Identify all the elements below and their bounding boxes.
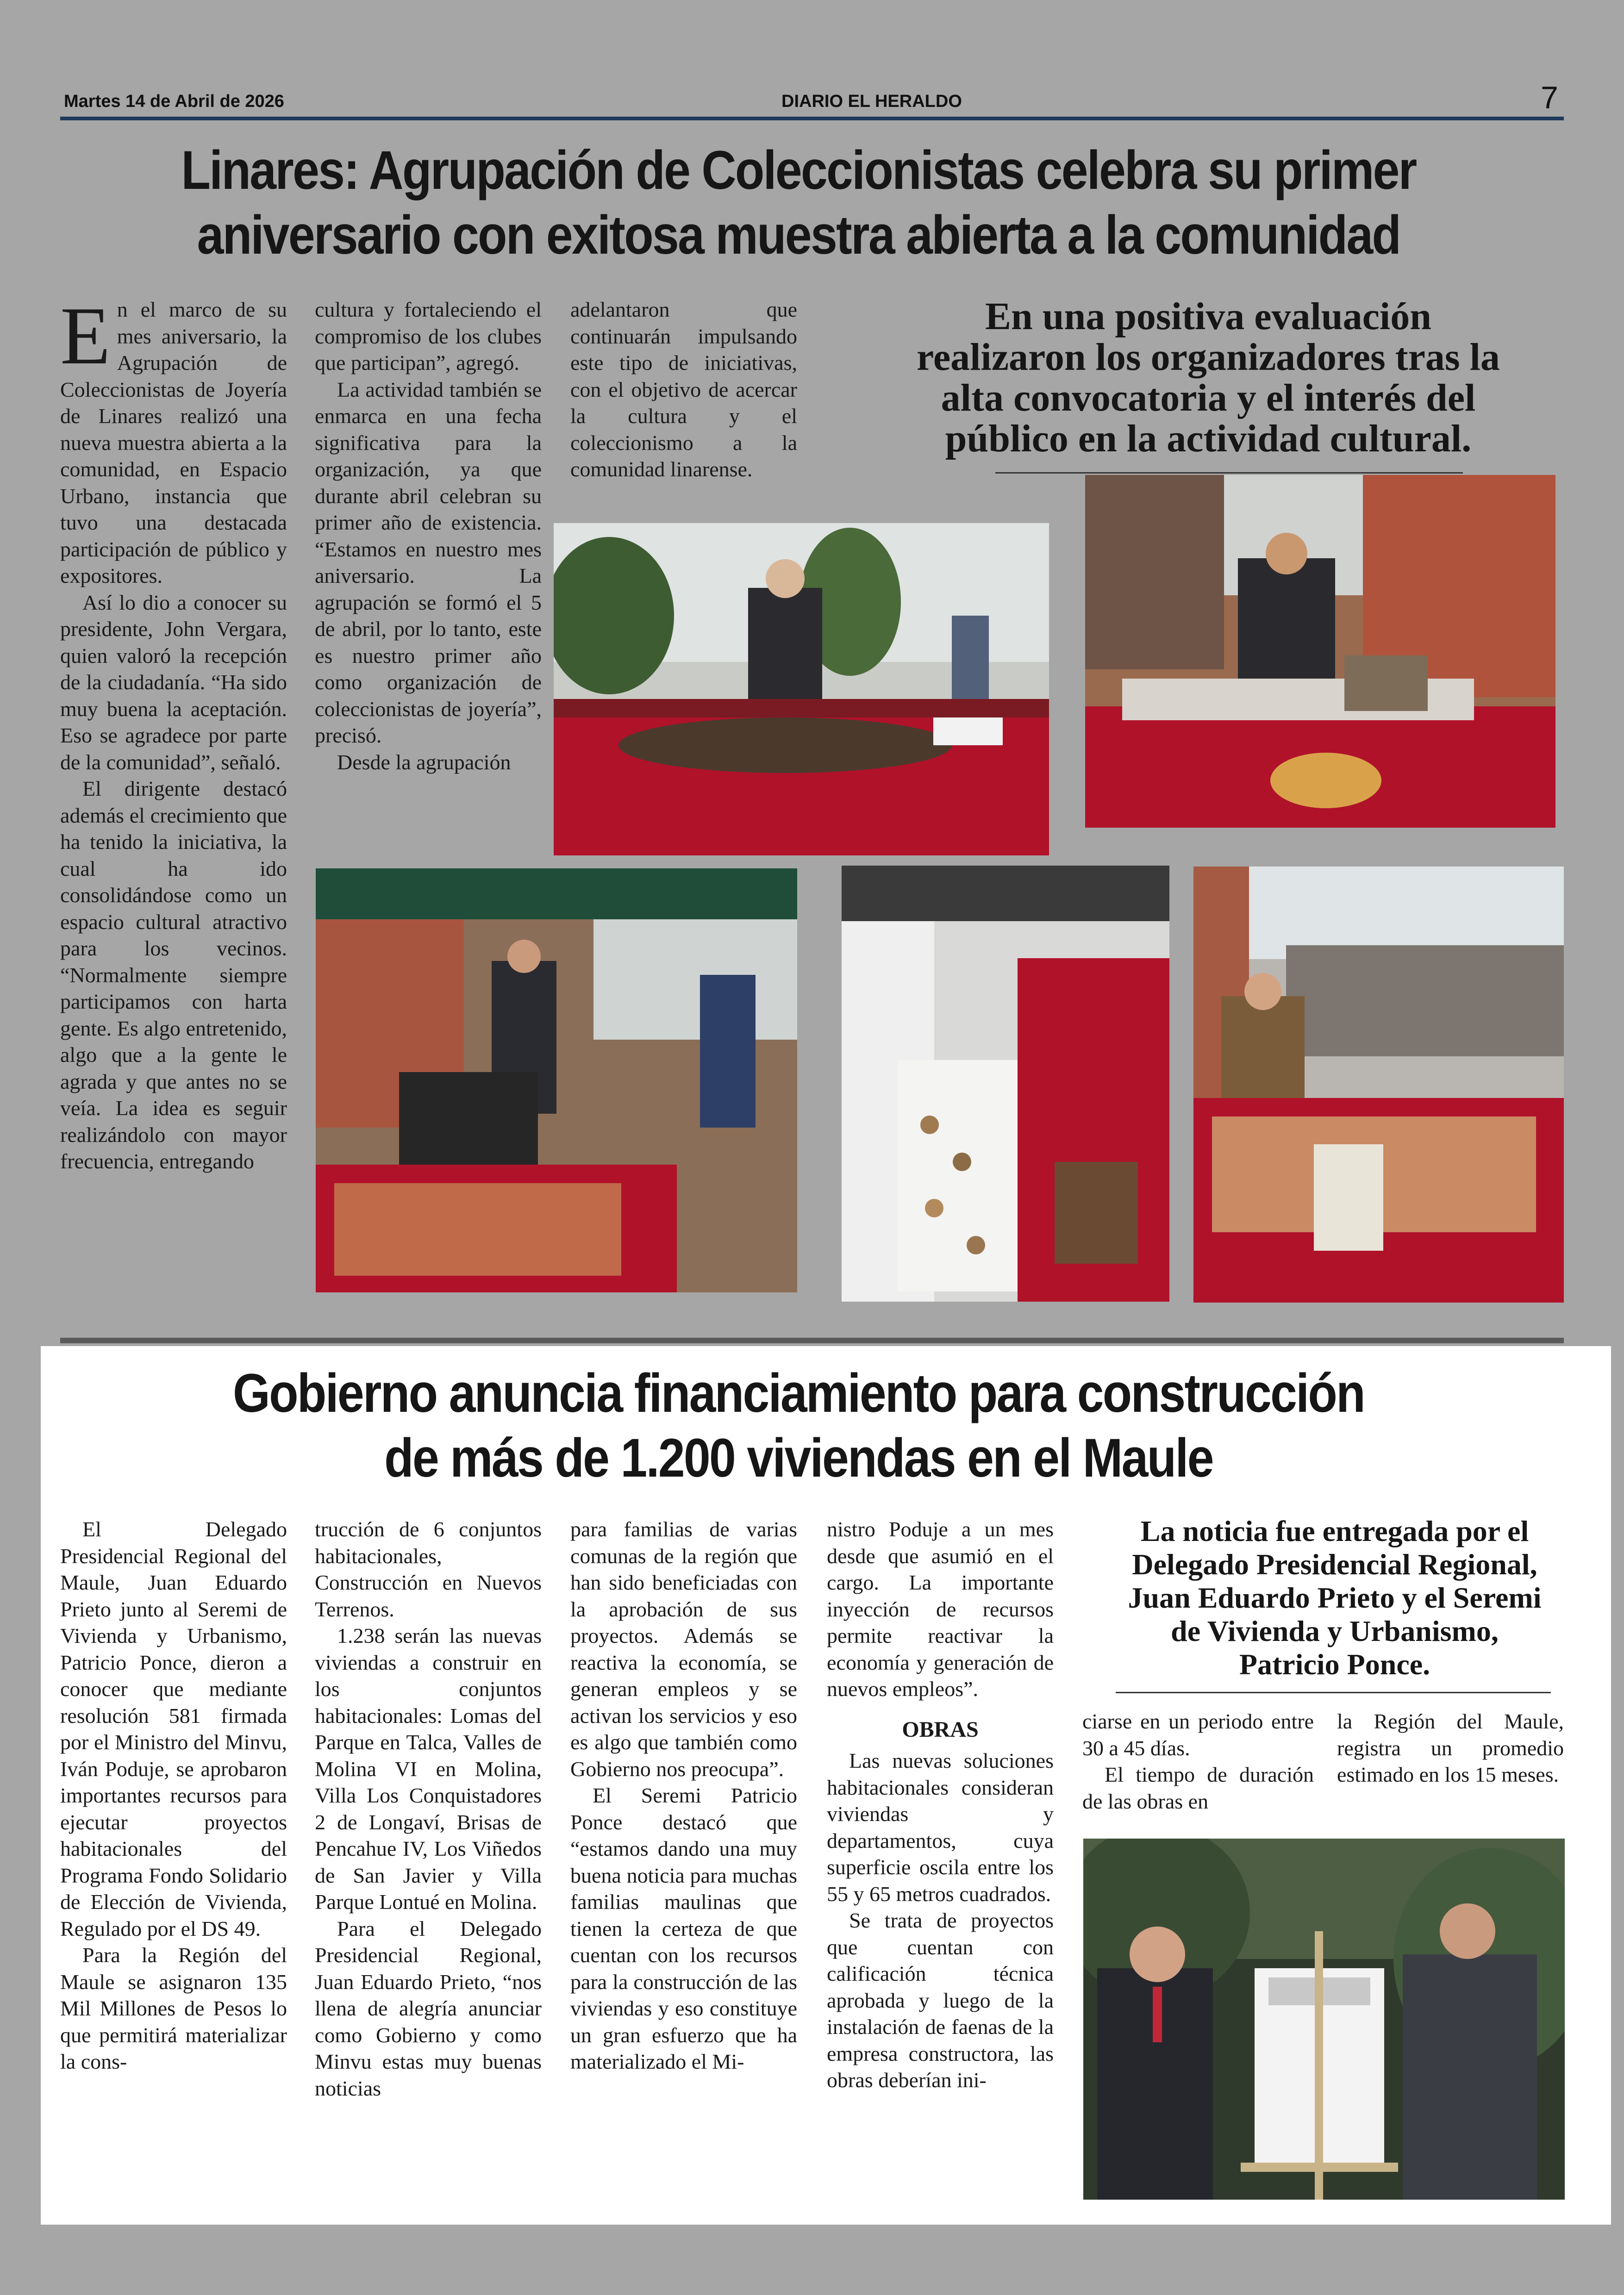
photo-toy-cars xyxy=(316,868,797,1292)
subhead-line: Juan Eduardo Prieto y el Seremi xyxy=(1128,1581,1542,1614)
article1-paragraph: La actividad también se enmarca en una fecha significativa para la organización, ya que durante abril celebran su primer año de existencia. “Estamos en nuestro mes aniversario. La agrupación se formó el 5 de abril, por lo tanto, este es nuestro primer año como organización de coleccionistas de joyería”, precisó. xyxy=(315,377,542,747)
article2-paragraph: El Delegado Presidencial Regional del Maule, Juan Eduardo Prieto junto al Seremi de Vivienda y Urbanismo, Patricio Ponce, dieron a conocer que mediante resolución 581 firmada por el Ministro del Minvu, Iván Poduje, se aprobaron importantes recursos para ejecutar proyectos habitacionales del Programa Fondo Solidario de Elección de Vivienda, Regulado por el DS 49. xyxy=(60,1517,287,1940)
newspaper-name: DIARIO EL HERALDO xyxy=(781,92,962,111)
photo-jewelry-exhibitor xyxy=(554,523,1049,855)
article1-headline-line1: Linares: Agrupación de Coleccionistas celebra su primer xyxy=(181,140,1416,201)
article2-paragraph: Las nuevas soluciones habitacionales consideran viviendas y departamentos, cuya superficie oscila entre los 55 y 65 metros cuadrados. xyxy=(827,1749,1054,1906)
article1-paragraph: Así lo dio a conocer su presidente, John Vergara, quien valoró la recepción de la ciudadanía. “Ha sido muy buena la aceptación. Eso se agradece por parte de la comunidad”, señaló. xyxy=(60,590,287,774)
article2-paragraph: para familias de varias comunas de la región que han sido beneficiadas con la aprobación de sus proyectos. Además se reactiva la economía, se generan empleos y se activan los servicios y eso es algo que también como Gobierno nos preocupa”. xyxy=(570,1517,797,1781)
drop-cap: E xyxy=(60,290,111,381)
article2-paragraph: la Región del Maule, registra un promedio estimado en los 15 meses. xyxy=(1337,1709,1564,1786)
article2-paragraph: Se trata de proyectos que cuentan con calificación técnica aprobada y luego de la instalación de faenas de la empresa constructora, las obras deberían ini- xyxy=(827,1908,1054,2092)
article2-column-2 xyxy=(315,1516,542,2102)
article2-paragraph: El Seremi Patricio Ponce destacó que “estamos dando una muy buena noticia para muchas familias maulinas que tienen la certeza de que cuentan con los recursos para la construcción de las viviendas y eso constituye un gran esfuerzo que ha materializado el Mi- xyxy=(570,1784,797,2073)
article1-paragraph: El dirigente destacó además el crecimiento que ha tenido la iniciativa, la cual ha ido consolidándose como un espacio cultural atractivo para los vecinos. “Normalmente siempre participamos con harta gente. Es algo entretenido, algo que a la gente le agrada y que antes no se veía. La idea es seguir realizándolo con mayor frecuencia, entregando xyxy=(60,777,287,1173)
obras-heading: OBRAS xyxy=(902,1717,979,1742)
article2-headline xyxy=(141,1361,1456,1491)
subhead-line: La noticia fue entregada por el xyxy=(1140,1515,1529,1547)
edition-date: Martes 14 de Abril de 2026 xyxy=(64,92,284,111)
article2-subheadline xyxy=(1082,1515,1587,1681)
subhead-line: Delegado Presidencial Regional, xyxy=(1132,1548,1537,1581)
subhead-line: de Vivienda y Urbanismo, xyxy=(1171,1615,1499,1647)
article1-column-1 xyxy=(60,290,287,1175)
article2-paragraph: trucción de 6 conjuntos habitacionales, Construcción en Nuevos Terrenos. xyxy=(315,1517,542,1621)
article1-paragraph: adelantaron que continuarán impulsando este tipo de iniciativas, con el objetivo de acercar la cultura y el coleccionismo a la comunidad linarense. xyxy=(570,298,797,481)
photo-coins xyxy=(842,866,1169,1302)
article2-column-1 xyxy=(60,1516,287,2075)
article2-paragraph: ciarse en un periodo entre 30 a 45 días. xyxy=(1082,1709,1314,1760)
subhead-line: alta convocatoria y el interés del xyxy=(941,376,1476,419)
subhead-underline xyxy=(1116,1692,1551,1693)
photo-pins-table xyxy=(1193,867,1564,1303)
article2-column-3 xyxy=(570,1516,797,2075)
article2-column-6 xyxy=(1337,1708,1564,1788)
article1-column-2 xyxy=(315,296,542,775)
article2-headline-line2: de más de 1.200 viviendas en el Maule xyxy=(384,1428,1213,1489)
photo-officials-document xyxy=(1083,1839,1565,2200)
article2-paragraph: El tiempo de duración de las obras en xyxy=(1082,1763,1314,1813)
article1-paragraph: Desde la agrupación xyxy=(337,750,511,774)
article1-headline xyxy=(141,138,1456,268)
article2-paragraph: 1.238 serán las nuevas viviendas a construir en los conjuntos habitacionales: Lomas del Parque en Talca, Valles de Molina VI en Molina, Villa Los Conquistadores 2 de Longaví, Brisas de Pencahue IV, Los Viñedos de San Javier y Villa Parque Lontué en Molina. xyxy=(315,1624,542,1914)
article2-column-5 xyxy=(1082,1708,1314,1815)
article1-paragraph: cultura y fortaleciendo el compromiso de los clubes que participan”, agregó. xyxy=(315,298,542,374)
subhead-line: En una positiva evaluación xyxy=(985,295,1431,338)
subhead-line: Patricio Ponce. xyxy=(1239,1648,1430,1681)
article1-column-3 xyxy=(570,296,797,483)
article2-paragraph: nistro Poduje a un mes desde que asumió en el cargo. La importante inyección de recursos permite reactivar la economía y generación de nuevos empleos”. xyxy=(827,1517,1054,1701)
subhead-line: realizaron los organizadores tras la xyxy=(917,336,1500,379)
article2-paragraph: Para el Delegado Presidencial Regional, Juan Eduardo Prieto, “nos llena de alegría anunciar como Gobierno y como Minvu estas muy buenas noticias xyxy=(315,1916,542,2100)
photo-collector-man xyxy=(1085,475,1555,828)
article2-column-4 xyxy=(827,1516,1054,2094)
article2-paragraph: Para la Región del Maule se asignaron 135 Mil Millones de Pesos lo que permitirá materializar la cons- xyxy=(60,1943,287,2073)
subhead-line: público en la actividad cultural. xyxy=(945,417,1472,460)
article1-subheadline xyxy=(861,296,1555,459)
header-rule xyxy=(60,117,1564,120)
section-separator xyxy=(60,1338,1564,1343)
article2-headline-line1: Gobierno anuncia financiamiento para construcción xyxy=(232,1363,1365,1424)
subhead-underline xyxy=(995,472,1463,474)
article1-paragraph: n el marco de su mes aniversario, la Agrupación de Coleccionistas de Joyería de Linares realizó una nueva muestra abierta a la comunidad, en Espacio Urbano, instancia que tuvo una destacada participación de público y expositores. xyxy=(60,298,287,587)
page-number: 7 xyxy=(1541,80,1558,115)
article1-headline-line2: aniversario con exitosa muestra abierta a la comunidad xyxy=(197,205,1400,266)
